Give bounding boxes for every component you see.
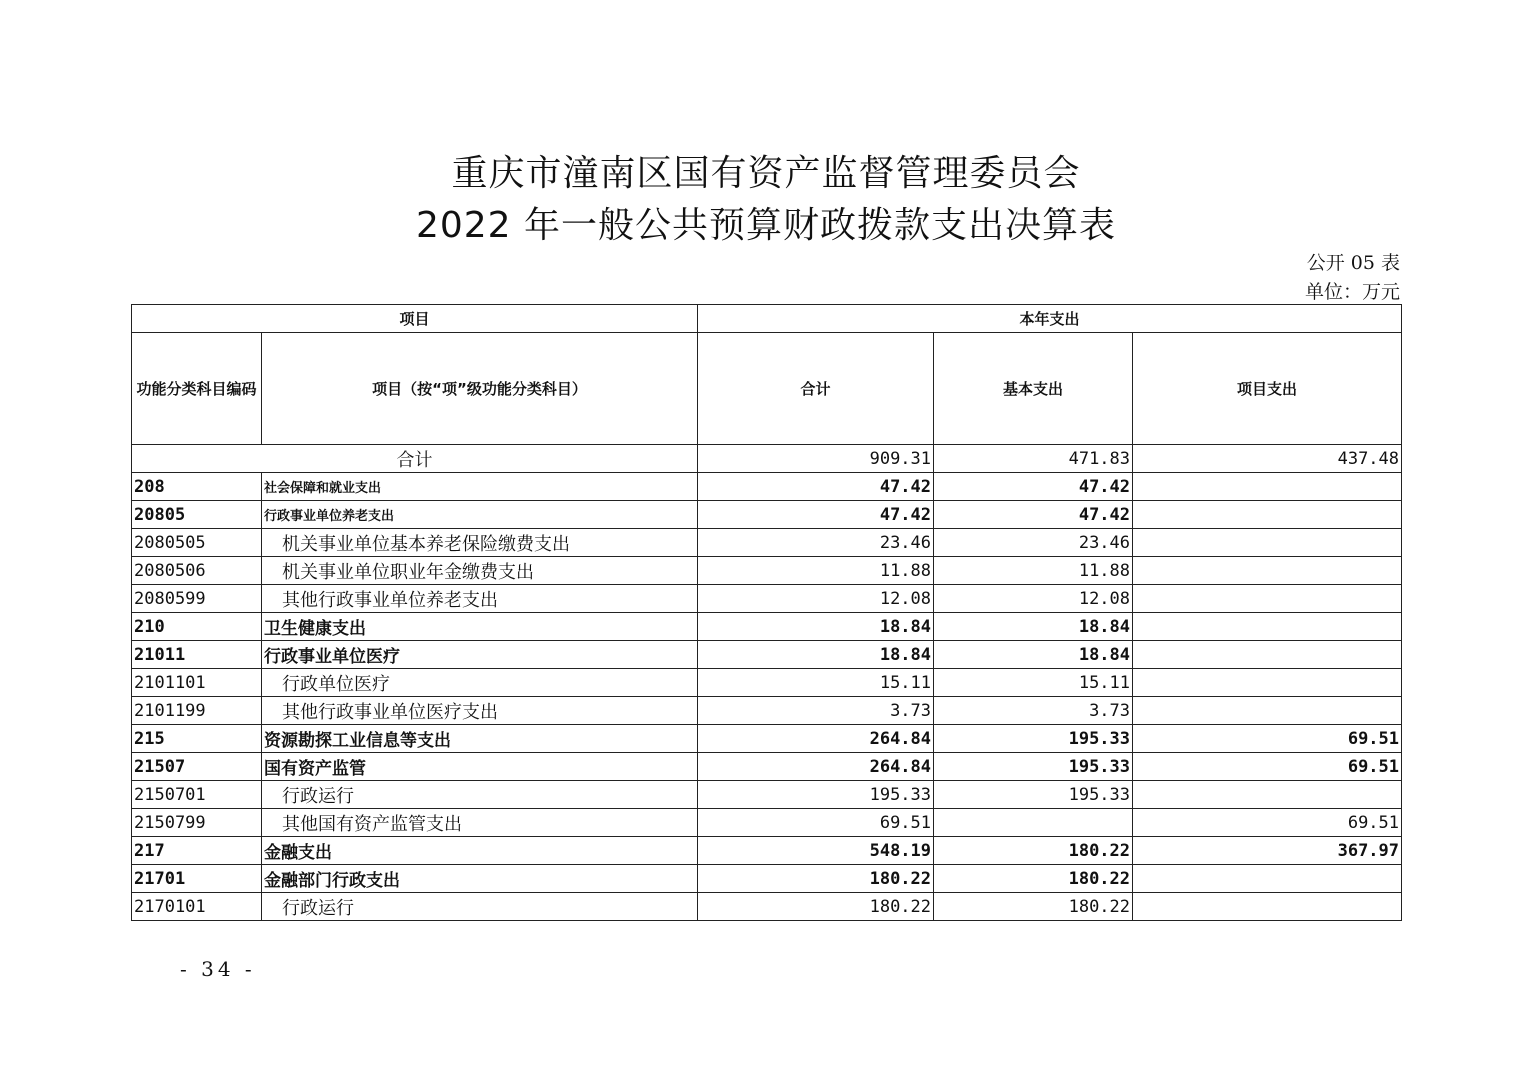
basic-cell: 180.22 bbox=[934, 893, 1133, 921]
project-cell: 437.48 bbox=[1133, 445, 1402, 473]
name-cell: 行政事业单位医疗 bbox=[262, 641, 698, 669]
table-row bbox=[132, 613, 1402, 641]
total-cell: 18.84 bbox=[698, 613, 934, 641]
table-row bbox=[132, 641, 1402, 669]
name-cell: 金融部门行政支出 bbox=[262, 865, 698, 893]
name-cell: 行政事业单位养老支出 bbox=[262, 501, 698, 529]
basic-cell: 47.42 bbox=[934, 473, 1133, 501]
name-cell: 行政单位医疗 bbox=[262, 669, 698, 697]
basic-cell: 15.11 bbox=[934, 669, 1133, 697]
table-row bbox=[132, 893, 1402, 921]
page-title: 重庆市潼南区国有资产监督管理委员会 bbox=[451, 153, 1081, 194]
project-cell bbox=[1133, 669, 1402, 697]
code-cell: 21507 bbox=[132, 753, 262, 781]
header-code: 功能分类科目编码 bbox=[132, 333, 262, 445]
name-cell: 机关事业单位基本养老保险缴费支出 bbox=[262, 529, 698, 557]
code-cell: 2150701 bbox=[132, 781, 262, 809]
header-total: 合计 bbox=[698, 333, 934, 445]
total-cell: 264.84 bbox=[698, 725, 934, 753]
code-cell: 210 bbox=[132, 613, 262, 641]
total-cell: 18.84 bbox=[698, 641, 934, 669]
project-cell: 69.51 bbox=[1133, 753, 1402, 781]
code-cell: 2170101 bbox=[132, 893, 262, 921]
table-row bbox=[132, 585, 1402, 613]
project-cell bbox=[1133, 613, 1402, 641]
project-cell bbox=[1133, 585, 1402, 613]
total-cell: 180.22 bbox=[698, 865, 934, 893]
code-cell: 2101101 bbox=[132, 669, 262, 697]
code-cell: 20805 bbox=[132, 501, 262, 529]
total-cell: 264.84 bbox=[698, 753, 934, 781]
project-cell bbox=[1133, 641, 1402, 669]
table-row bbox=[132, 473, 1402, 501]
project-cell bbox=[1133, 865, 1402, 893]
project-cell bbox=[1133, 893, 1402, 921]
table-row bbox=[132, 557, 1402, 585]
basic-cell: 18.84 bbox=[934, 641, 1133, 669]
total-cell: 195.33 bbox=[698, 781, 934, 809]
project-cell bbox=[1133, 781, 1402, 809]
total-cell: 69.51 bbox=[698, 809, 934, 837]
total-row bbox=[132, 445, 1402, 473]
code-cell: 2080505 bbox=[132, 529, 262, 557]
table-row bbox=[132, 725, 1402, 753]
name-cell: 金融支出 bbox=[262, 837, 698, 865]
project-cell: 69.51 bbox=[1133, 809, 1402, 837]
basic-cell: 18.84 bbox=[934, 613, 1133, 641]
form-number: 公开 05 表 bbox=[1306, 252, 1400, 274]
project-cell bbox=[1133, 557, 1402, 585]
header-basic: 基本支出 bbox=[934, 333, 1133, 445]
name-cell: 国有资产监管 bbox=[262, 753, 698, 781]
total-cell: 11.88 bbox=[698, 557, 934, 585]
total-label: 合计 bbox=[132, 445, 698, 473]
table-row bbox=[132, 753, 1402, 781]
header-project: 项目 bbox=[132, 305, 698, 333]
project-cell: 367.97 bbox=[1133, 837, 1402, 865]
name-cell: 行政运行 bbox=[262, 893, 698, 921]
total-cell: 12.08 bbox=[698, 585, 934, 613]
total-cell: 23.46 bbox=[698, 529, 934, 557]
name-cell: 卫生健康支出 bbox=[262, 613, 698, 641]
header-name: 项目（按“项”级功能分类科目） bbox=[262, 333, 698, 445]
total-cell: 47.42 bbox=[698, 473, 934, 501]
code-cell: 21011 bbox=[132, 641, 262, 669]
name-cell: 机关事业单位职业年金缴费支出 bbox=[262, 557, 698, 585]
table-row bbox=[132, 865, 1402, 893]
table-row bbox=[132, 501, 1402, 529]
unit-label: 单位：万元 bbox=[1304, 281, 1400, 303]
code-cell: 2080506 bbox=[132, 557, 262, 585]
table-row bbox=[132, 781, 1402, 809]
table-row bbox=[132, 529, 1402, 557]
project-cell bbox=[1133, 697, 1402, 725]
total-cell: 47.42 bbox=[698, 501, 934, 529]
code-cell: 217 bbox=[132, 837, 262, 865]
page-subtitle: 2022 年一般公共预算财政拨款支出决算表 bbox=[415, 205, 1117, 246]
project-cell bbox=[1133, 529, 1402, 557]
basic-cell: 195.33 bbox=[934, 753, 1133, 781]
code-cell: 215 bbox=[132, 725, 262, 753]
code-cell: 2150799 bbox=[132, 809, 262, 837]
name-cell: 资源勘探工业信息等支出 bbox=[262, 725, 698, 753]
header-this-year: 本年支出 bbox=[698, 305, 1402, 333]
table-row bbox=[132, 669, 1402, 697]
basic-cell bbox=[934, 809, 1133, 837]
code-cell: 208 bbox=[132, 473, 262, 501]
name-cell: 其他行政事业单位养老支出 bbox=[262, 585, 698, 613]
name-cell: 社会保障和就业支出 bbox=[262, 473, 698, 501]
total-cell: 548.19 bbox=[698, 837, 934, 865]
basic-cell: 3.73 bbox=[934, 697, 1133, 725]
table-row bbox=[132, 809, 1402, 837]
project-cell bbox=[1133, 473, 1402, 501]
basic-cell: 12.08 bbox=[934, 585, 1133, 613]
project-cell bbox=[1133, 501, 1402, 529]
header-project-exp: 项目支出 bbox=[1133, 333, 1402, 445]
basic-cell: 180.22 bbox=[934, 865, 1133, 893]
name-cell: 其他行政事业单位医疗支出 bbox=[262, 697, 698, 725]
project-cell: 69.51 bbox=[1133, 725, 1402, 753]
name-cell: 其他国有资产监管支出 bbox=[262, 809, 698, 837]
basic-cell: 471.83 bbox=[934, 445, 1133, 473]
table-row bbox=[132, 837, 1402, 865]
code-cell: 21701 bbox=[132, 865, 262, 893]
total-cell: 909.31 bbox=[698, 445, 934, 473]
total-cell: 180.22 bbox=[698, 893, 934, 921]
basic-cell: 195.33 bbox=[934, 781, 1133, 809]
basic-cell: 47.42 bbox=[934, 501, 1133, 529]
basic-cell: 23.46 bbox=[934, 529, 1133, 557]
basic-cell: 195.33 bbox=[934, 725, 1133, 753]
budget-table bbox=[131, 304, 1402, 921]
total-cell: 15.11 bbox=[698, 669, 934, 697]
basic-cell: 11.88 bbox=[934, 557, 1133, 585]
code-cell: 2080599 bbox=[132, 585, 262, 613]
page-number: - 34 - bbox=[180, 957, 256, 981]
total-cell: 3.73 bbox=[698, 697, 934, 725]
basic-cell: 180.22 bbox=[934, 837, 1133, 865]
table-row bbox=[132, 697, 1402, 725]
code-cell: 2101199 bbox=[132, 697, 262, 725]
name-cell: 行政运行 bbox=[262, 781, 698, 809]
